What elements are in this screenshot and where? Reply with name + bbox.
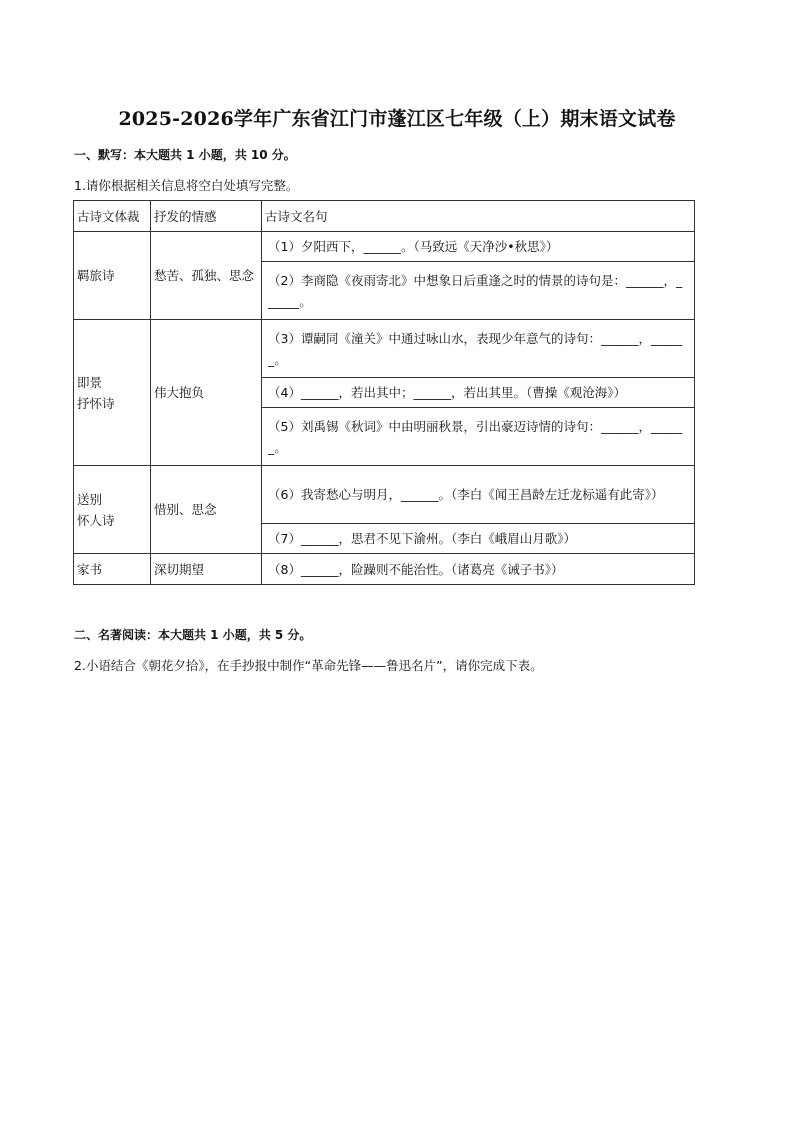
header-lines: 古诗文名句 — [262, 201, 695, 232]
fill-prompt-6: （6）我寄愁心与明月，______。（李白《闻王昌龄左迁龙标遥有此寄》） — [262, 466, 695, 524]
fill-prompt-4: （4）______，若出其中；______，若出其里。（曹操《观沧海》） — [262, 378, 695, 408]
genre-cell: 送别 怀人诗 — [74, 466, 151, 554]
fill-prompt-2: （2）李商隐《夜雨寄北》中想象日后重逢之时的情景的诗句是：______，______。 — [262, 262, 695, 320]
emotion-cell: 惜别、思念 — [151, 466, 262, 554]
table-header-row — [74, 201, 695, 232]
question-2-text: 2.小语结合《朝花夕拾》，在手抄报中制作“革命先锋——鲁迅名片”，请你完成下表。 — [74, 658, 543, 673]
fill-prompt-1: （1）夕阳西下，______。（马致远《天净沙•秋思》） — [262, 232, 695, 262]
table-row — [74, 554, 695, 585]
fill-prompt-8: （8）______，险躁则不能治性。（诸葛亮《诫子书》） — [262, 554, 695, 585]
exam-title: 2025-2026学年广东省江门市蓬江区七年级（上）期末语文试卷 — [118, 108, 676, 130]
table-row — [74, 232, 695, 262]
section-2-heading: 二、名著阅读：本大题共 1 小题，共 5 分。 — [74, 628, 312, 642]
question-1-text: 1.请你根据相关信息将空白处填写完整。 — [74, 178, 299, 193]
genre-cell: 即景 抒怀诗 — [74, 320, 151, 466]
section-1-heading: 一、默写：本大题共 1 小题，共 10 分。 — [74, 148, 296, 162]
genre-cell: 家书 — [74, 554, 151, 585]
emotion-cell: 深切期望 — [151, 554, 262, 585]
emotion-cell: 伟大抱负 — [151, 320, 262, 466]
fill-prompt-7: （7）______，思君不见下渝州。（李白《峨眉山月歌》） — [262, 524, 695, 554]
poem-table — [73, 200, 695, 585]
fill-prompt-3: （3）谭嗣同《潼关》中通过咏山水，表现少年意气的诗句：______，______。 — [262, 320, 695, 378]
genre-cell: 羁旅诗 — [74, 232, 151, 320]
table-row — [74, 320, 695, 378]
emotion-cell: 愁苦、孤独、思念 — [151, 232, 262, 320]
header-emotion: 抒发的情感 — [151, 201, 262, 232]
table-row — [74, 466, 695, 524]
fill-prompt-5: （5）刘禹锡《秋词》中由明丽秋景，引出豪迈诗情的诗句：______，______。 — [262, 408, 695, 466]
header-genre: 古诗文体裁 — [74, 201, 151, 232]
